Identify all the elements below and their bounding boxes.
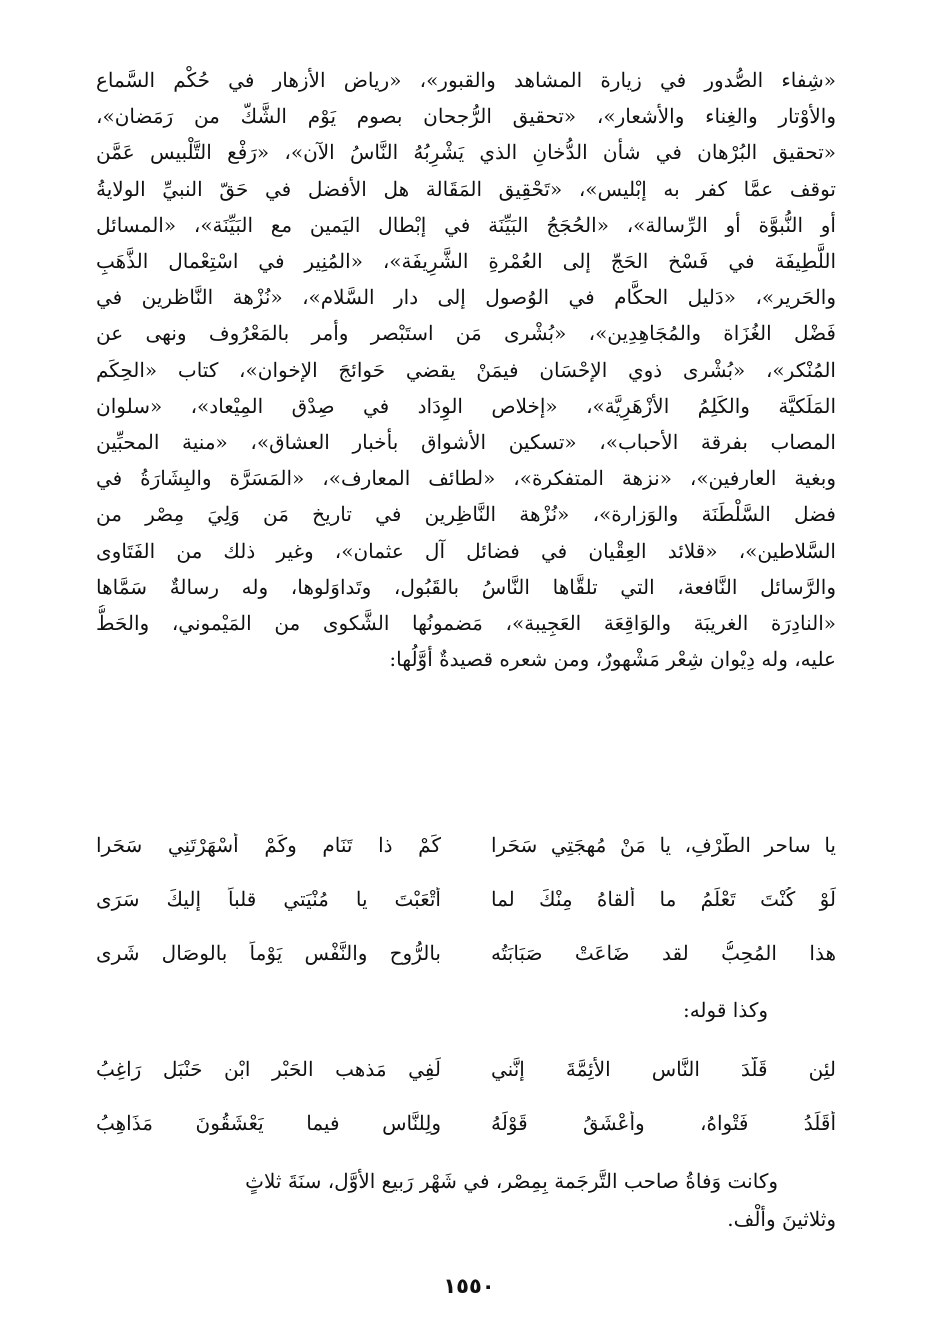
verse-second-hemistich: أتْعَبْتَ يا مُنْيَتي قلباً إليكَ سَرَى xyxy=(96,887,441,911)
poem-stanza-1 xyxy=(96,818,836,980)
text-line: المَلَكيَّة والكَلِمُ الأزْهَرِيَّة»، «إخلاص الوِدَاد في صِدْق المِيْعاد»، «سلوان xyxy=(96,393,836,418)
text-line: اللَّطِيفَة في فَسْخ الحَجّ إلى العُمْرةِ الشَّرِيفَة»، «المُنِير في اسْتِعْمال الذَّهَبِ xyxy=(96,249,836,274)
verse-second-hemistich: لَفِي مَذهب الحَبْر ابْنِ حَنْبَل رَاغِبُ xyxy=(96,1057,441,1081)
poem-verse xyxy=(96,1096,836,1150)
closing-line: وثلاثينَ وألْف. xyxy=(727,1207,836,1231)
verse-intro: وكذا قوله: xyxy=(682,998,768,1022)
closing-line: وكانت وَفاةُ صاحب التَّرجَمة بِمِصْر، في شَهْر رَبيع الأوَّل، سنَةَ ثلاثٍ xyxy=(245,1169,778,1193)
text-line: المُنْكر»، «بُشْرى ذوي الإحْسَان فيمَنْ يقضي حَوائجَ الإخوان»، كتاب «الحِكَم xyxy=(96,357,836,382)
verse-first-hemistich: يا ساحر الطَّرْفِ، يا مَنْ مُهجَتِي سَحَرا xyxy=(491,833,836,857)
verse-first-hemistich: أُقَلِّدُ فَتْواهُ، وأعْشَقُ قَوْلَهُ xyxy=(491,1111,836,1135)
text-line: والأوْتار والغِناء والأشعار»، «تحقيق الرُّجحان بصوم يَوْم الشَّكّ من رَمَضان»، xyxy=(96,104,836,129)
text-line: المصاب بفرقة الأحباب»، «تسكين الأشواق بأخبار العشاق»، «منية المحبِّين xyxy=(96,430,836,455)
closing-paragraph xyxy=(96,1162,836,1238)
text-line: أو النُّبوَّة أو الرِّسالة»، «الحُجَجُ البَيِّنَة في إبْطال اليَمين مع البَيِّنَة»، «المسائل xyxy=(96,212,836,237)
verse-second-hemistich: ولِلنَّاسِ فيما يَعْشَقُونَ مَذَاهِبُ xyxy=(96,1111,441,1135)
text-line: فضل السَّلْطَنَة والوَزارة»، «نُزْهة النَّاظِرين في تاريخ مَن وَلِيَ مِصْر من xyxy=(96,502,836,527)
text-line: عليه، وله دِيْوان شِعْر مَشْهورٌ، ومن شعره قصيدةٌ أوَّلُها: xyxy=(389,647,836,672)
poem-verse xyxy=(96,1042,836,1096)
verse-first-hemistich: لئِن قَلَّدَ النَّاس الأئِمَّةَ إنَّني xyxy=(491,1057,836,1081)
verse-second-hemistich: بالرُّوح والنَّفْس يَوْماً بالوِصَالِ شَرى xyxy=(96,941,441,965)
text-line: والرَّسائل النَّافعة، التي تلقَّاها النَّاسُ بالقَبُول، وتَداوَلوها، وله رسالةٌ سَمَّاها xyxy=(96,574,836,599)
text-line: «تحقيق البُرْهان في شأن الدُّخانِ الذي يَشْرِبُهُ النَّاسُ الآن»، «رَفْع التَّلْبيس عَمَّن xyxy=(96,140,836,165)
main-paragraph xyxy=(96,62,836,677)
text-line: توقف عمَّا كفر به إبْليس»، «تَحْقِيق المَقَالة هل الأفضل في حَقّ النبيِّ الولايةُ xyxy=(96,176,836,201)
page-number: ١٥٥٠ xyxy=(443,1274,495,1298)
poem-stanza-2 xyxy=(96,1042,836,1150)
text-line: فَضْل الغُزَاة والمُجَاهِدِين»، «بُشْرى مَن استَبْصر وأمر بالمَعْرُوف ونهى عن xyxy=(96,321,836,346)
verse-second-hemistich: كَمْ ذا تَنَام وكَمْ أسْهَرْتَنِي سَحَرا xyxy=(96,833,441,857)
poem-verse xyxy=(96,926,836,980)
text-line: والحَرير»، «دَليل الحكَّام في الوُصول إلى دار السَّلام»، «نُزْهة النَّاظرين في xyxy=(96,285,836,310)
poem-verse xyxy=(96,872,836,926)
text-line: السَّلاطين»، «قلائد العِقْيان في فضائل آل عثمان»، وغير ذلك من الفَتَاوى xyxy=(96,538,836,563)
text-line: «شِفاء الصُّدور في زيارة المشاهد والقبور»، «رياض الأزهار في حُكْم السَّماع xyxy=(96,68,836,92)
poem-verse xyxy=(96,818,836,872)
verse-first-hemistich: لَوْ كُنْتَ تَعْلَمُ ما ألقاهُ مِنْكَ لما xyxy=(491,887,836,911)
text-line: وبغية العارفين»، «نزهة المتفكرة»، «لطائف المعارف»، «المَسَرَّة والبِشَارَةُ في xyxy=(96,466,836,491)
text-line: «النادِرَة الغريبَة والوَاقِعَة العَجِيبة»، مَضمونُها الشَّكوى من المَيْموني، والحَطُّ xyxy=(96,611,836,636)
verse-first-hemistich: هذا المُحِبُّ لقد ضَاعَتْ صَبَابَتُه xyxy=(491,941,836,965)
